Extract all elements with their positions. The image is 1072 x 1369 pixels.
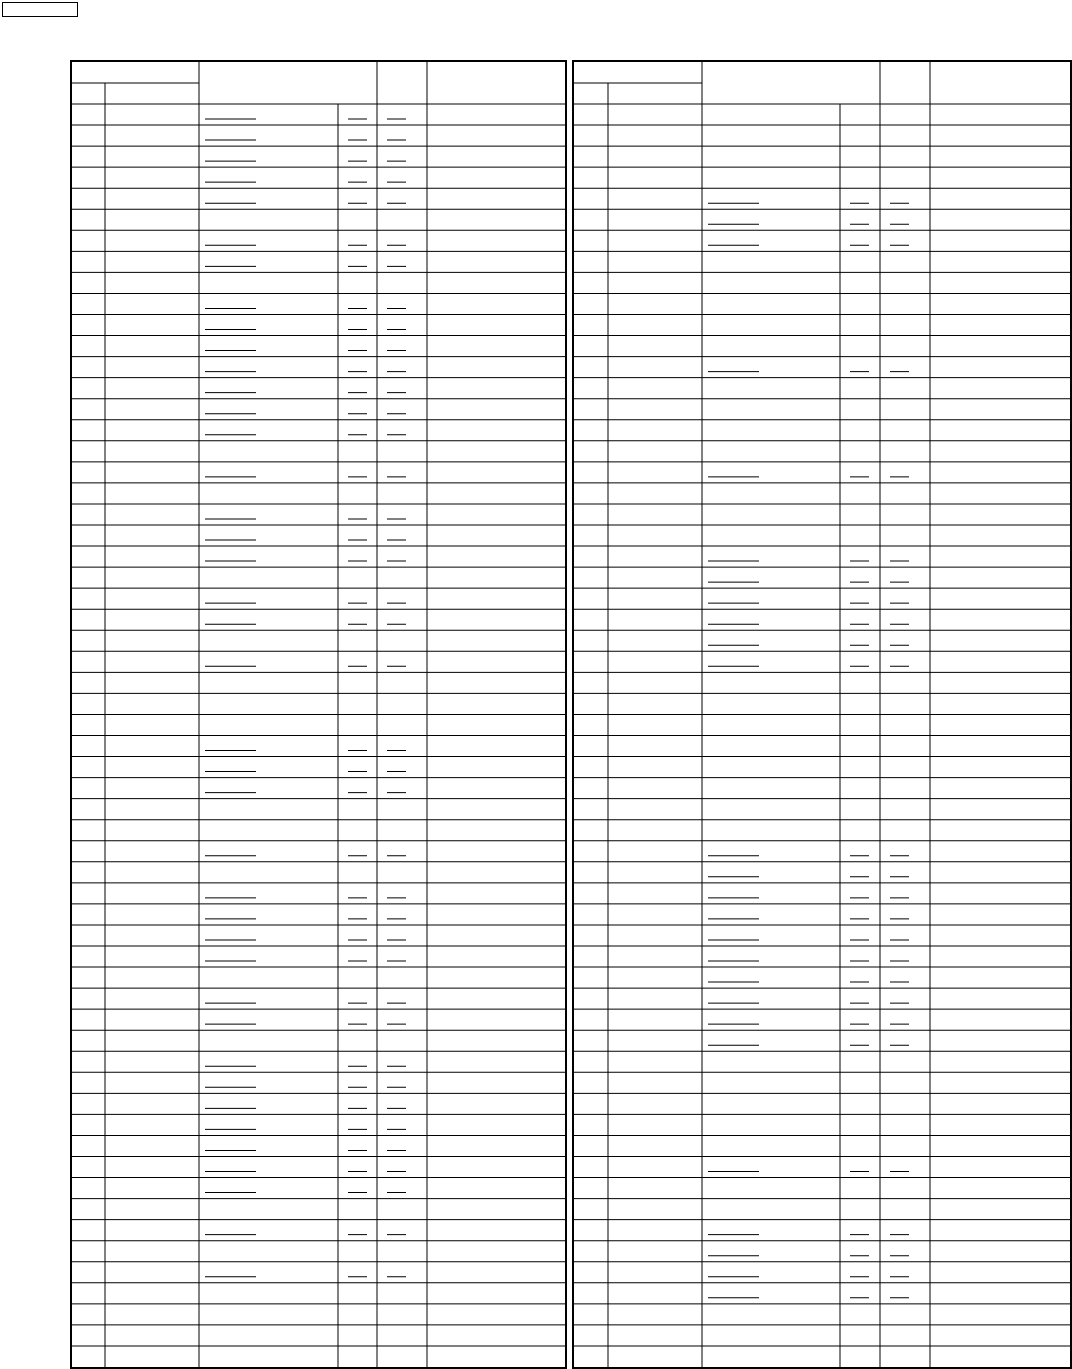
parts-table-right xyxy=(572,60,1072,1369)
parts-table-left xyxy=(70,60,567,1369)
parts-table-left-grid xyxy=(72,62,565,1367)
page-number-tag xyxy=(2,2,78,17)
parts-table-right-grid xyxy=(574,62,1070,1367)
